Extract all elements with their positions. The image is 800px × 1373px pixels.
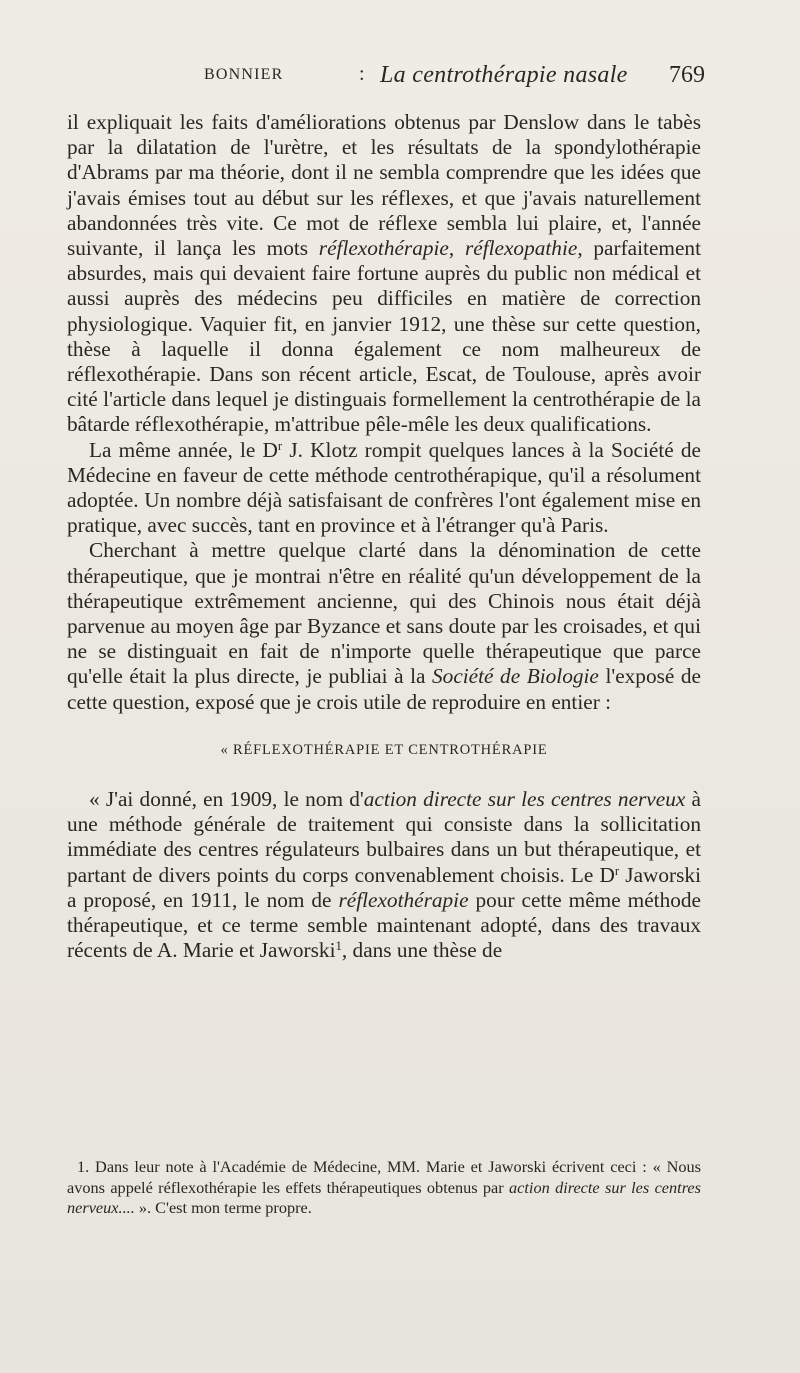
running-header-separator: : <box>359 63 365 85</box>
quote-text-mid-2: Jaworski a proposé, en 1911, le nom de <box>67 862 701 912</box>
quoted-paragraph <box>67 787 701 963</box>
body-text <box>67 110 701 964</box>
section-heading: « RÉFLEXOTHÉRAPIE ET CENTROTHÉRAPIE <box>220 741 548 758</box>
term-action-directe: action directe sur les centres nerveux <box>363 787 686 812</box>
superscript-r: r <box>614 863 620 878</box>
page-number: 769 <box>669 62 705 88</box>
term-reflexotherapie: réflexothérapie <box>318 236 449 261</box>
paragraph-3-text: Cherchant à mettre quelque clarté dans la dénomination de cette thérapeutique, que je montrai n'être en réalité qu'un développement de la thérapeutique extrêmement ancienne, qui des Chinois nous était déjà parvenue au moyen âge par Byzance et sans doute par les croisades, et qui ne se distinguait en fait de n'importe quelle thérapeutique que parce qu'elle était la plus directe, je publiai à la <box>67 538 701 689</box>
term-reflexotherapie: réflexothérapie <box>338 887 469 912</box>
paragraph-2-text: La même année, le D <box>89 437 278 462</box>
footnote-1 <box>67 1157 701 1219</box>
paragraph-1-text: il expliquait les faits d'améliorations obtenus par Denslow dans le tabès par la dilatation de l'urètre, et les résultats de la spondylothérapie d'Abrams par ma théorie, dont il ne sembla comprendre que les idées que j'avais émises tout au début sur les réflexes, et que j'avais naturellement abandonnées très vite. Ce mot de réflexe sembla lui plaire, et, l'année suivante, il lança les mots <box>67 110 701 261</box>
paragraph-1-text-end: , parfaitement absurdes, mais qui devaient faire fortune auprès du public non médical et aussi auprès des médecins peu difficiles en matière de correction physiologique. Vaquier fit, en janvier 1912, une thèse sur cette question, thèse à laquelle il donna également ce nom malheureux de réflexothérapie. Dans son récent article, Escat, de Toulouse, après avoir cité l'article dans lequel je distinguais formellement la centrothérapie de la bâtarde réflexothérapie, m'attribue pêle-mêle les deux qualifications. <box>67 236 701 437</box>
running-header-title: La centrothérapie nasale <box>380 62 628 88</box>
paragraph-2 <box>67 438 701 539</box>
term-reflexopathie: réflexopathie <box>464 236 578 261</box>
footnote-number: 1. <box>77 1157 90 1176</box>
quote-text-mid-3: pour cette même méthode thérapeutique, et ce terme semble maintenant adopté, dans des travaux récents de A. Marie et Jaworski <box>67 887 701 963</box>
footnote-text-end: ». C'est mon terme propre. <box>134 1198 312 1217</box>
paragraph-2-text-end: J. Klotz rompit quelques lances à la Société de Médecine en faveur de cette méthode centrothérapique, qu'il a résolument adoptée. Un nombre déjà satisfaisant de confrères l'ont également mise en pratique, avec succès, tant en province et à l'étranger qu'à Paris. <box>67 437 701 538</box>
running-header-author: BONNIER <box>204 66 284 83</box>
quote-text-mid-1: à une méthode générale de traitement qui consiste dans la sollicitation immédiate des centres régulateurs bulbaires dans un but thérapeutique, et partant de divers points du corps convenablement choisis. Le D <box>67 787 701 887</box>
paragraph-1 <box>67 110 701 438</box>
footnotes <box>67 1157 701 1219</box>
footnote-text: Dans leur note à l'Académie de Médecine, MM. Marie et Jaworski écrivent ceci : « Nous avons appelé réflexothérapie les effets thérapeutiques obtenus par <box>67 1157 701 1197</box>
superscript-r: r <box>277 438 283 453</box>
quote-text: « J'ai donné, en 1909, le nom d' <box>89 787 364 812</box>
paragraph-3-text-end: l'exposé de cette question, exposé que je crois utile de reproduire en entier : <box>67 664 701 714</box>
footnote-italic-quote: action directe sur les centres nerveux.... <box>67 1177 701 1217</box>
paragraph-1-text-mid: , <box>448 236 465 261</box>
footnote-marker[interactable]: 1 <box>335 939 342 954</box>
running-header <box>68 62 708 94</box>
term-societe-de-biologie: Société de Biologie <box>432 664 599 689</box>
paragraph-3 <box>67 538 701 714</box>
quote-text-end: , dans une thèse de <box>341 938 503 963</box>
